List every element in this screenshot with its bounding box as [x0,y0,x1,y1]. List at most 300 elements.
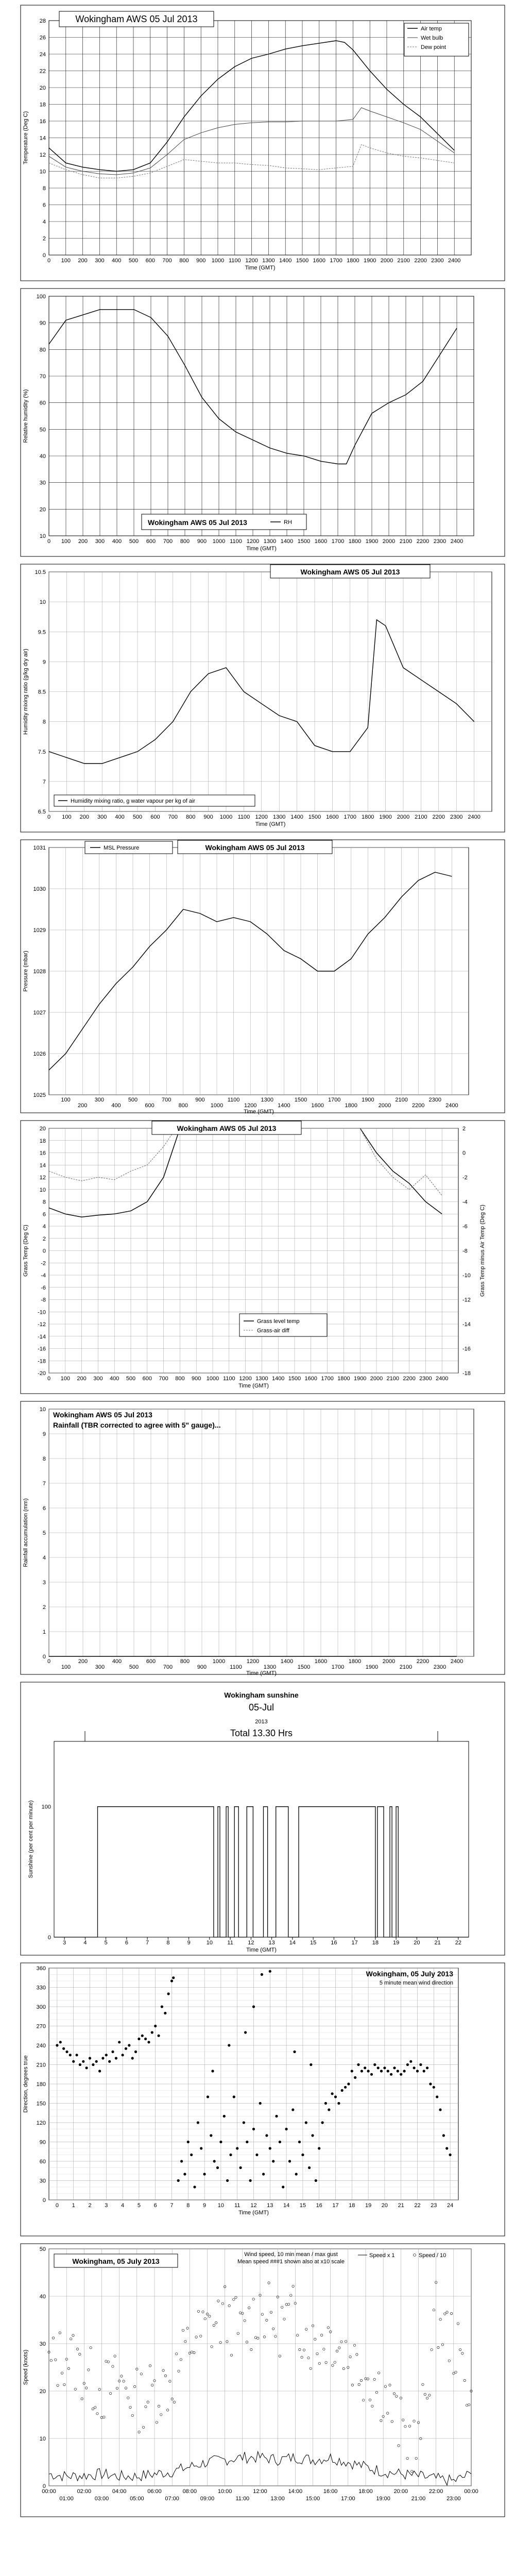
x-tick-label: 2300 [433,1664,447,1670]
x-tick-label: 12:00 [253,2488,267,2495]
x-tick-label: 1800 [347,258,359,264]
y-tick-label: 9 [42,1431,46,1437]
x-tick-label: 1500 [308,814,321,820]
x-tick-label: 200 [78,1658,88,1665]
x-tick-label: 18 [372,1940,379,1946]
y-tick-label: 24 [39,52,46,58]
x-tick-label: 1900 [353,1376,367,1382]
wind-direction-point [125,2047,127,2050]
y-axis-label: Speed (knots) [23,2349,29,2385]
x-tick-label: 1600 [313,258,326,264]
y-tick-label: -20 [38,1370,46,1377]
x-tick-label: 1200 [239,1376,252,1382]
x-tick-label: 300 [97,814,107,820]
wind-direction-point [334,2095,337,2098]
wind-direction-point [210,2134,212,2137]
x-tick-label: 600 [145,258,155,264]
x-tick-label: 400 [112,1658,122,1665]
x-tick-label: 1500 [297,538,311,545]
y2-tick-label: -2 [462,1175,468,1181]
wind-direction-point [89,2057,91,2059]
y-tick-label: 6.5 [38,809,46,815]
x-tick-label: 1000 [206,1376,219,1382]
legend-entry: Speed x 1 [369,2252,395,2259]
wind-direction-point [197,2121,199,2124]
x-tick-label: 11 [227,1940,233,1946]
y-tick-label: 0 [42,2197,46,2204]
y-tick-label: 8.5 [38,689,46,696]
x-tick-label: 1400 [279,258,292,264]
wind-direction-point [337,2102,340,2105]
x-tick-label: 2400 [448,258,461,264]
x-tick-label: 300 [95,258,105,264]
wind-direction-point [69,2054,72,2056]
x-tick-label: 900 [203,814,213,820]
y-tick-label: 50 [39,427,46,433]
y2-tick-label: -8 [462,1248,468,1255]
x-tick-label: 0 [47,814,51,820]
legend-entry: Dew point [421,44,446,50]
x-tick-label: 2100 [386,1376,400,1382]
wind-direction-point [442,2134,445,2137]
y-tick-label: 10.5 [35,569,46,575]
y-tick-label: -2 [41,1260,46,1267]
x-tick-label: 400 [115,814,125,820]
wind-direction-point [111,2050,114,2053]
x-tick-label: 22 [414,2202,421,2209]
wind-direction-point [370,2073,373,2076]
x-tick-label: 02:00 [77,2488,92,2495]
wind-direction-point [403,2070,406,2072]
wind-direction-point [246,2141,248,2143]
wind-direction-point [357,2063,359,2066]
x-tick-label: 200 [78,538,88,545]
y2-tick-label: -4 [462,1199,468,1206]
x-tick-label: 2000 [378,1103,391,1109]
plot-area-rh [49,296,474,536]
x-tick-label: 1200 [246,538,260,545]
x-tick-label: 400 [112,258,122,264]
x-tick-label: 9 [203,2202,207,2209]
x-tick-label: 900 [192,1376,201,1382]
y-tick-label: 14 [39,1162,46,1169]
x-tick-label: 400 [111,1103,121,1109]
wind-direction-point [305,2121,307,2124]
x-tick-label: 16 [331,1940,337,1946]
y-tick-label: 5 [42,1530,46,1536]
y-axis-label: Rainfall accumulation (mm) [23,1498,29,1567]
x-tick-label: 1300 [263,1664,277,1670]
wind-direction-point [265,2134,268,2137]
y2-tick-label: 2 [462,1126,466,1132]
x-tick-label-secondary: 15:00 [305,2496,320,2502]
x-tick-label: 1700 [344,814,357,820]
y-tick-label: 2 [42,1235,46,1242]
x-tick-label: 1500 [288,1376,301,1382]
wind-direction-point [172,1976,175,1979]
x-tick-label: 8 [166,1940,170,1946]
x-tick-label: 14 [283,2202,290,2209]
y2-tick-label: -14 [462,1321,471,1328]
y-tick-label: 9 [42,659,46,666]
x-tick-label: 2100 [397,258,410,264]
wind-direction-point [138,2038,140,2040]
wind-direction-point [347,2082,350,2085]
y2-tick-label: -18 [462,1370,471,1377]
x-tick-label: 1600 [304,1376,318,1382]
x-tick-label: 800 [178,1103,188,1109]
x-tick-label: 2300 [433,538,447,545]
x-tick-label: 2000 [370,1376,383,1382]
chart-title-sun: Wokingham sunshine [224,1691,299,1699]
x-tick-label-secondary: 05:00 [130,2496,144,2502]
x-tick-label: 900 [197,1664,207,1670]
x-tick-label: 500 [129,538,139,545]
x-tick-label-secondary: 17:00 [341,2496,355,2502]
wind-direction-point [207,2095,209,2098]
y-tick-label: -18 [38,1358,46,1365]
x-tick-label: 800 [175,1376,185,1382]
chart-subtitle-wdir: 5 minute mean wind direction [379,1980,453,1986]
x-tick-label: 16:00 [323,2488,338,2495]
y-tick-label: 22 [39,68,46,75]
y-tick-label: 1 [42,1629,46,1635]
wind-direction-point [295,2173,298,2175]
x-tick-label: 11 [234,2202,241,2209]
wind-direction-point [390,2073,392,2076]
x-tick-label: 08:00 [182,2488,197,2495]
wind-direction-point [200,2147,202,2149]
x-tick-label-secondary: 21:00 [411,2496,426,2502]
wind-direction-point [364,2066,366,2069]
x-tick-label-secondary: 07:00 [165,2496,179,2502]
x-tick-label: 1100 [237,814,250,820]
wind-direction-point [279,2141,281,2143]
x-tick-label: 2100 [415,814,427,820]
chart-subtitle-rain: Rainfall (TBR corrected to agree with 5" gauge)... [53,1421,221,1429]
y-tick-label: 210 [36,2062,46,2069]
x-tick-label: 1100 [230,1664,242,1670]
y-tick-label: 6 [42,1211,46,1218]
y-tick-label: 20 [39,2388,46,2395]
wind-direction-point [341,2089,344,2092]
x-tick-label: 1600 [314,1658,328,1665]
wind-direction-point [249,2179,252,2182]
y-tick-label: -14 [38,1333,46,1340]
y-tick-label: 1029 [33,927,46,934]
y-tick-label: -10 [38,1309,46,1316]
x-tick-label: 600 [150,814,160,820]
x-tick-label: 8 [186,2202,190,2209]
y-tick-label: 7 [42,778,46,785]
x-tick-label: 500 [126,1376,136,1382]
y-tick-label: 26 [39,35,46,41]
y-tick-label: 20 [39,85,46,91]
x-tick-label: 1400 [280,538,294,545]
x-tick-label: 1300 [262,258,275,264]
wind-direction-point [423,2070,425,2072]
wind-direction-point [377,2066,380,2069]
x-axis-label: Time (GMT) [246,1670,277,1676]
y-tick-label: 9.5 [38,629,46,636]
wind-direction-point [331,2092,334,2095]
x-tick-label: 2300 [450,814,463,820]
chart-title-rh: Wokingham AWS 05 Jul 2013 [148,518,247,527]
x-tick-label: 6 [125,1940,128,1946]
wind-direction-point [170,1979,173,1982]
y-tick-label: 6 [42,1505,46,1512]
x-tick-label: 1900 [363,258,376,264]
y-tick-label: 1030 [33,886,46,892]
y-tick-label: 30 [39,480,46,486]
x-tick-label: 200 [77,1376,87,1382]
x-tick-label: 0 [55,2202,59,2209]
y-tick-label: 120 [36,2120,46,2126]
y-axis-label: Sunshine (per cent per minute) [28,1800,34,1878]
x-tick-label: 300 [95,538,105,545]
x-tick-label: 2200 [416,538,430,545]
wind-direction-point [262,2173,265,2175]
x-tick-label: 300 [93,1376,103,1382]
x-tick-label: 1400 [290,814,303,820]
x-tick-label: 1600 [311,1103,324,1109]
x-tick-label: 1200 [246,1658,260,1665]
x-tick-label: 900 [195,1097,205,1103]
y-tick-label: 10 [39,1187,46,1193]
wind-direction-point [101,2057,104,2059]
y-tick-label: 8 [42,1199,46,1206]
wind-direction-point [351,2070,353,2072]
x-tick-label-secondary: 23:00 [447,2496,461,2502]
y-axis-label: Pressure (mbar) [23,951,29,992]
chart-title-mix: Wokingham AWS 05 Jul 2013 [300,568,400,576]
wind-direction-point [310,2063,312,2066]
x-tick-label: 18 [349,2202,355,2209]
wind-direction-point [236,2147,238,2149]
wind-direction-point [211,2070,214,2072]
x-tick-label: 500 [129,1664,139,1670]
wind-direction-point [229,2154,232,2156]
wind-direction-point [134,2050,137,2053]
wind-direction-point [252,2005,255,2008]
wind-direction-point [79,2063,81,2066]
x-tick-label: 1200 [245,258,258,264]
y-tick-label: 3 [42,1580,46,1586]
wind-direction-point [244,2031,247,2033]
wind-direction-point [261,1973,263,1976]
wind-direction-point [275,2115,278,2117]
x-tick-label: 1600 [326,814,339,820]
x-tick-label: 15 [310,1940,317,1946]
y-tick-label: 180 [36,2081,46,2088]
x-tick-label: 300 [94,1097,104,1103]
y-tick-label: 90 [39,320,46,327]
wind-direction-point [128,2044,130,2046]
x-tick-label: 700 [168,814,178,820]
y2-tick-label: -12 [462,1297,471,1303]
wind-direction-point [413,2066,416,2069]
y-tick-label: 12 [39,152,46,158]
x-tick-label: 19 [393,1940,400,1946]
legend-entry: Wet bulb [421,35,443,41]
x-tick-label: 600 [146,1658,156,1665]
x-tick-label: 1100 [228,258,241,264]
y-tick-label: -12 [38,1321,46,1328]
y-tick-label: 18 [39,1138,46,1144]
x-tick-label: 24 [447,2202,454,2209]
wind-direction-point [92,2063,94,2066]
x-tick-label: 17 [332,2202,339,2209]
y-tick-label: 40 [39,453,46,460]
y-tick-label: 150 [36,2100,46,2107]
y-tick-label: 100 [41,1804,51,1810]
x-tick-label: 2400 [445,1103,458,1109]
x-tick-label: 17 [351,1940,358,1946]
x-tick-label: 14:00 [288,2488,303,2495]
x-tick-label: 400 [112,538,122,545]
x-tick-label: 10:00 [217,2488,232,2495]
y-tick-label: 50 [39,2246,46,2252]
x-tick-label: 1700 [330,258,342,264]
x-tick-label: 1000 [219,814,233,820]
x-tick-label: 1100 [230,538,242,545]
y-tick-label: -4 [41,1273,46,1279]
y-tick-label: 0 [42,1248,46,1255]
wind-direction-point [393,2066,396,2069]
legend-entry: Grass level temp [257,1318,300,1325]
wind-direction-point [85,2066,88,2069]
wind-direction-point [291,2108,294,2111]
wind-direction-point [400,2073,402,2076]
x-tick-label: 06:00 [147,2488,162,2495]
wind-direction-point [321,2121,324,2124]
chart-title-grass: Wokingham AWS 05 Jul 2013 [177,1124,277,1132]
y-tick-label: 1026 [33,1051,46,1057]
wind-direction-point [122,2054,124,2056]
legend-entry: Grass-air diff [257,1328,289,1334]
x-tick-label: 1200 [255,814,268,820]
wind-direction-point [183,2173,186,2175]
x-tick-label: 1400 [278,1103,290,1109]
wind-direction-point [82,2060,84,2063]
x-tick-label: 100 [62,814,72,820]
x-tick-label: 21 [398,2202,404,2209]
x-tick-label: 700 [163,538,173,545]
x-axis-label: Time (GMT) [255,821,286,827]
x-axis-label: Time (GMT) [244,1109,274,1115]
x-tick-label: 800 [179,258,189,264]
x-tick-label: 2200 [411,1103,425,1109]
x-tick-label: 2400 [450,538,464,545]
y2-tick-label: 0 [462,1150,466,1157]
y-tick-label: 240 [36,2043,46,2049]
y-tick-label: 270 [36,2023,46,2030]
wind-direction-point [367,2070,370,2072]
wind-direction-point [216,2166,219,2169]
x-tick-label: 100 [61,1097,71,1103]
y-tick-label: 40 [39,2294,46,2300]
wind-direction-point [436,2095,438,2098]
chart-title-pres: Wokingham AWS 05 Jul 2013 [205,843,305,852]
chart-title-wdir: Wokingham, 05 July 2013 [366,1970,453,1978]
wind-direction-point [426,2066,428,2069]
x-tick-label: 1300 [255,1376,268,1382]
x-tick-label: 400 [110,1376,119,1382]
x-tick-label: 1000 [211,258,225,264]
x-tick-label: 1900 [365,1664,379,1670]
x-tick-label-secondary: 03:00 [94,2496,109,2502]
y-tick-label: 10 [39,2436,46,2442]
y-tick-label: 80 [39,347,46,353]
wind-direction-point [308,2166,311,2169]
x-tick-label: 2100 [395,1097,408,1103]
y-tick-label: 10 [39,599,46,606]
wind-direction-point [115,2057,117,2059]
y-tick-label: -8 [41,1297,46,1303]
wind-direction-point [354,2076,356,2079]
x-tick-label-secondary: 19:00 [376,2496,390,2502]
wind-direction-point [318,2147,320,2149]
x-tick-label: 500 [128,1097,138,1103]
wind-direction-point [285,2128,288,2130]
y-axis-label: Temperature (Deg C) [23,111,29,165]
x-tick-label: 600 [142,1376,152,1382]
x-tick-label: 1100 [227,1097,240,1103]
wind-direction-point [383,2066,386,2069]
x-tick-label: 2200 [432,814,445,820]
y-tick-label: 10 [39,533,46,539]
x-tick-label: 600 [145,1103,154,1109]
x-tick-label: 2300 [428,1097,442,1103]
x-tick-label-secondary: 09:00 [200,2496,215,2502]
y-tick-label: 4 [42,1224,46,1230]
wind-direction-point [397,2070,399,2072]
x-tick-label: 500 [132,814,143,820]
wind-direction-point [311,2134,314,2137]
y-tick-label: 8 [42,719,46,725]
wind-direction-point [255,2154,258,2156]
y-tick-label: 7.5 [38,749,46,755]
x-tick-label: 900 [197,538,207,545]
wind-direction-point [288,2160,291,2162]
y-tick-label: 0 [47,1935,51,1941]
x-tick-label: 700 [159,1376,168,1382]
wind-direction-point [141,2035,144,2037]
x-tick-label: 1900 [365,538,379,545]
x-tick-label: 100 [61,1664,71,1670]
y-tick-label: 30 [39,2178,46,2184]
y2-tick-label: -16 [462,1346,471,1352]
y-tick-label: 0 [42,1654,46,1660]
x-tick-label: 21 [434,1940,441,1946]
y-tick-label: 2 [42,1604,46,1611]
y-tick-label: 4 [42,1555,46,1561]
x-tick-label: 700 [162,258,172,264]
x-tick-label: 200 [79,814,89,820]
y2-tick-label: -10 [462,1273,471,1279]
x-tick-label: 20 [414,1940,420,1946]
x-tick-label: 2000 [380,258,393,264]
x-tick-label: 19 [365,2202,372,2209]
wind-direction-point [131,2057,134,2059]
x-tick-label: 2200 [403,1376,416,1382]
x-tick-label: 12 [250,2202,257,2209]
y-tick-label: 1025 [33,1092,46,1098]
x-tick-label: 1500 [297,1664,311,1670]
wind-direction-point [158,2035,160,2037]
x-tick-label: 00:00 [42,2488,56,2495]
chart-date-sun: 05-Jul [248,1702,274,1713]
